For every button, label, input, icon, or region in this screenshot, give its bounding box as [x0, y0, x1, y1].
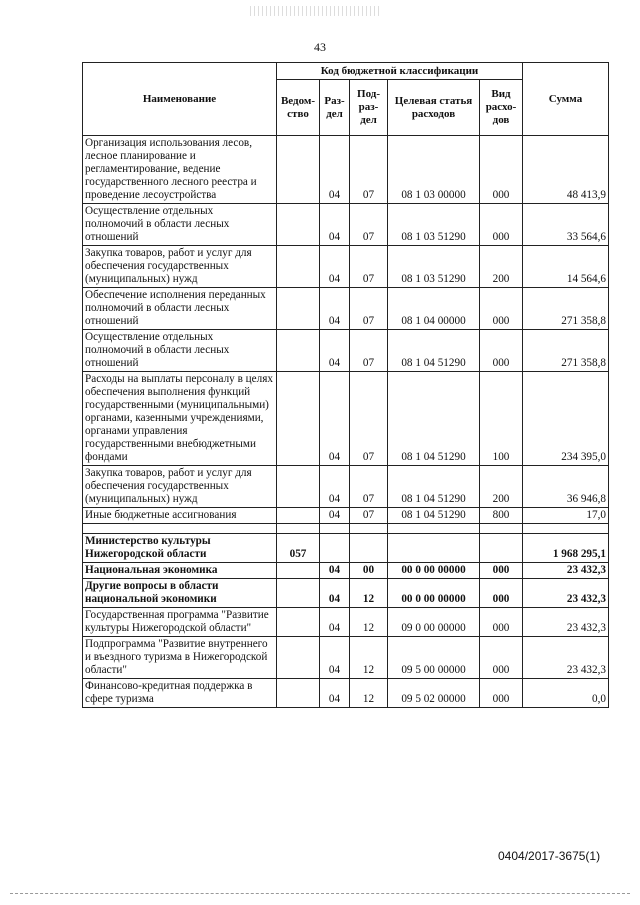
cell-name: Организация использования лесов, лесное планирование и регламентирование, ведение государственного лесного реестра и проведение лесоустройства: [83, 136, 277, 204]
cell-vid: 000: [480, 608, 523, 637]
cell-name: Обеспечение исполнения переданных полномочий в области лесных отношений: [83, 288, 277, 330]
cell-sum: 234 395,0: [523, 372, 609, 466]
cell-name: Закупка товаров, работ и услуг для обеспечения государственных (муниципальных) нужд: [83, 246, 277, 288]
table-row: [83, 136, 609, 204]
header-name: Наименование: [83, 63, 277, 136]
cell-cel: 08 1 04 51290: [388, 372, 480, 466]
cell-vid: [480, 534, 523, 563]
table-row: [83, 679, 609, 708]
cell-podr: 07: [350, 372, 388, 466]
cell-razd: 04: [320, 563, 350, 579]
table-row: [83, 508, 609, 524]
cell-name: Национальная экономика: [83, 563, 277, 579]
cell-razd: 04: [320, 288, 350, 330]
header-cel: Целевая статья расходов: [388, 80, 480, 136]
cell-razd: 04: [320, 608, 350, 637]
cell-vid: 000: [480, 136, 523, 204]
budget-table: [82, 62, 609, 708]
document-code: 0404/2017-3675(1): [498, 849, 601, 863]
cell-podr: 00: [350, 563, 388, 579]
cell-razd: 04: [320, 136, 350, 204]
cell-ved: [277, 330, 320, 372]
cell-podr: 07: [350, 466, 388, 508]
cell-ved: [277, 508, 320, 524]
cell-sum: 1 968 295,1: [523, 534, 609, 563]
cell-name: Министерство культуры Нижегородской области: [83, 534, 277, 563]
cell-vid: 000: [480, 204, 523, 246]
table-header: [83, 63, 609, 136]
cell-sum: 36 946,8: [523, 466, 609, 508]
cell-cel: 08 1 04 00000: [388, 288, 480, 330]
cell-razd: 04: [320, 372, 350, 466]
cell-vid: 200: [480, 246, 523, 288]
cell-podr: 07: [350, 330, 388, 372]
cell-name: [83, 524, 277, 534]
header-sum: Сумма: [523, 63, 609, 136]
cell-ved: 057: [277, 534, 320, 563]
page-number: 43: [314, 40, 326, 54]
cell-sum: 14 564,6: [523, 246, 609, 288]
cell-vid: 000: [480, 679, 523, 708]
cell-ved: [277, 563, 320, 579]
cell-cel: 09 0 00 00000: [388, 608, 480, 637]
cell-sum: [523, 524, 609, 534]
cell-ved: [277, 136, 320, 204]
cell-cel: [388, 534, 480, 563]
cell-razd: 04: [320, 637, 350, 679]
cell-podr: 07: [350, 508, 388, 524]
cell-vid: 100: [480, 372, 523, 466]
cell-razd: 04: [320, 330, 350, 372]
cell-cel: 08 1 04 51290: [388, 330, 480, 372]
cell-razd: 04: [320, 508, 350, 524]
cell-razd: 04: [320, 204, 350, 246]
cell-ved: [277, 524, 320, 534]
cell-vid: 000: [480, 637, 523, 679]
cell-sum: 33 564,6: [523, 204, 609, 246]
header-ved: Ведом-ство: [277, 80, 320, 136]
cell-sum: 0,0: [523, 679, 609, 708]
cell-sum: 23 432,3: [523, 637, 609, 679]
cell-podr: 07: [350, 288, 388, 330]
cell-podr: 12: [350, 579, 388, 608]
cell-podr: 07: [350, 246, 388, 288]
header-code-group: Код бюджетной классификации: [277, 63, 523, 80]
table-row: [83, 204, 609, 246]
table-row: [83, 466, 609, 508]
cell-ved: [277, 372, 320, 466]
cell-sum: 23 432,3: [523, 608, 609, 637]
cell-razd: 04: [320, 246, 350, 288]
cell-cel: 00 0 00 00000: [388, 579, 480, 608]
scan-edge: [10, 893, 630, 894]
cell-cel: 00 0 00 00000: [388, 563, 480, 579]
cell-podr: 12: [350, 637, 388, 679]
scan-artifact: [250, 6, 380, 16]
cell-razd: 04: [320, 679, 350, 708]
table-row: [83, 330, 609, 372]
header-vid: Вид расхо-дов: [480, 80, 523, 136]
cell-sum: 271 358,8: [523, 330, 609, 372]
cell-vid: 000: [480, 288, 523, 330]
cell-ved: [277, 608, 320, 637]
cell-name: Другие вопросы в области национальной экономики: [83, 579, 277, 608]
cell-podr: 07: [350, 204, 388, 246]
cell-vid: 200: [480, 466, 523, 508]
cell-cel: [388, 524, 480, 534]
cell-podr: 07: [350, 136, 388, 204]
cell-razd: [320, 524, 350, 534]
table-row: [83, 524, 609, 534]
table-row: [83, 534, 609, 563]
cell-podr: 12: [350, 608, 388, 637]
table-row: [83, 372, 609, 466]
header-razd: Раз-дел: [320, 80, 350, 136]
cell-vid: 000: [480, 579, 523, 608]
cell-ved: [277, 288, 320, 330]
cell-ved: [277, 246, 320, 288]
table-row: [83, 246, 609, 288]
cell-sum: 23 432,3: [523, 563, 609, 579]
cell-razd: 04: [320, 466, 350, 508]
cell-vid: 000: [480, 330, 523, 372]
cell-podr: 12: [350, 679, 388, 708]
cell-sum: 48 413,9: [523, 136, 609, 204]
cell-razd: [320, 534, 350, 563]
cell-name: Осуществление отдельных полномочий в области лесных отношений: [83, 330, 277, 372]
cell-sum: 271 358,8: [523, 288, 609, 330]
cell-cel: 08 1 03 51290: [388, 246, 480, 288]
table-row: [83, 637, 609, 679]
cell-cel: 08 1 04 51290: [388, 508, 480, 524]
table-row: [83, 579, 609, 608]
cell-name: Иные бюджетные ассигнования: [83, 508, 277, 524]
cell-name: Закупка товаров, работ и услуг для обеспечения государственных (муниципальных) нужд: [83, 466, 277, 508]
cell-vid: 800: [480, 508, 523, 524]
table-row: [83, 563, 609, 579]
table-row: [83, 288, 609, 330]
table-body: [83, 136, 609, 708]
cell-sum: 17,0: [523, 508, 609, 524]
cell-vid: [480, 524, 523, 534]
cell-cel: 08 1 04 51290: [388, 466, 480, 508]
table-row: [83, 608, 609, 637]
cell-cel: 08 1 03 51290: [388, 204, 480, 246]
cell-podr: [350, 534, 388, 563]
cell-ved: [277, 579, 320, 608]
cell-cel: 09 5 00 00000: [388, 637, 480, 679]
cell-name: Финансово-кредитная поддержка в сфере туризма: [83, 679, 277, 708]
cell-ved: [277, 679, 320, 708]
cell-ved: [277, 466, 320, 508]
cell-podr: [350, 524, 388, 534]
cell-name: Осуществление отдельных полномочий в области лесных отношений: [83, 204, 277, 246]
cell-cel: 09 5 02 00000: [388, 679, 480, 708]
cell-name: Государственная программа "Развитие культуры Нижегородской области": [83, 608, 277, 637]
cell-vid: 000: [480, 563, 523, 579]
cell-ved: [277, 637, 320, 679]
cell-name: Расходы на выплаты персоналу в целях обеспечения выполнения функций государственными (муниципальными) органами, казенными учреждениями, органами управления государственными внебюджетными фондами: [83, 372, 277, 466]
cell-razd: 04: [320, 579, 350, 608]
cell-sum: 23 432,3: [523, 579, 609, 608]
cell-ved: [277, 204, 320, 246]
header-podr: Под-раз-дел: [350, 80, 388, 136]
cell-name: Подпрограмма "Развитие внутреннего и въездного туризма в Нижегородской области": [83, 637, 277, 679]
cell-cel: 08 1 03 00000: [388, 136, 480, 204]
